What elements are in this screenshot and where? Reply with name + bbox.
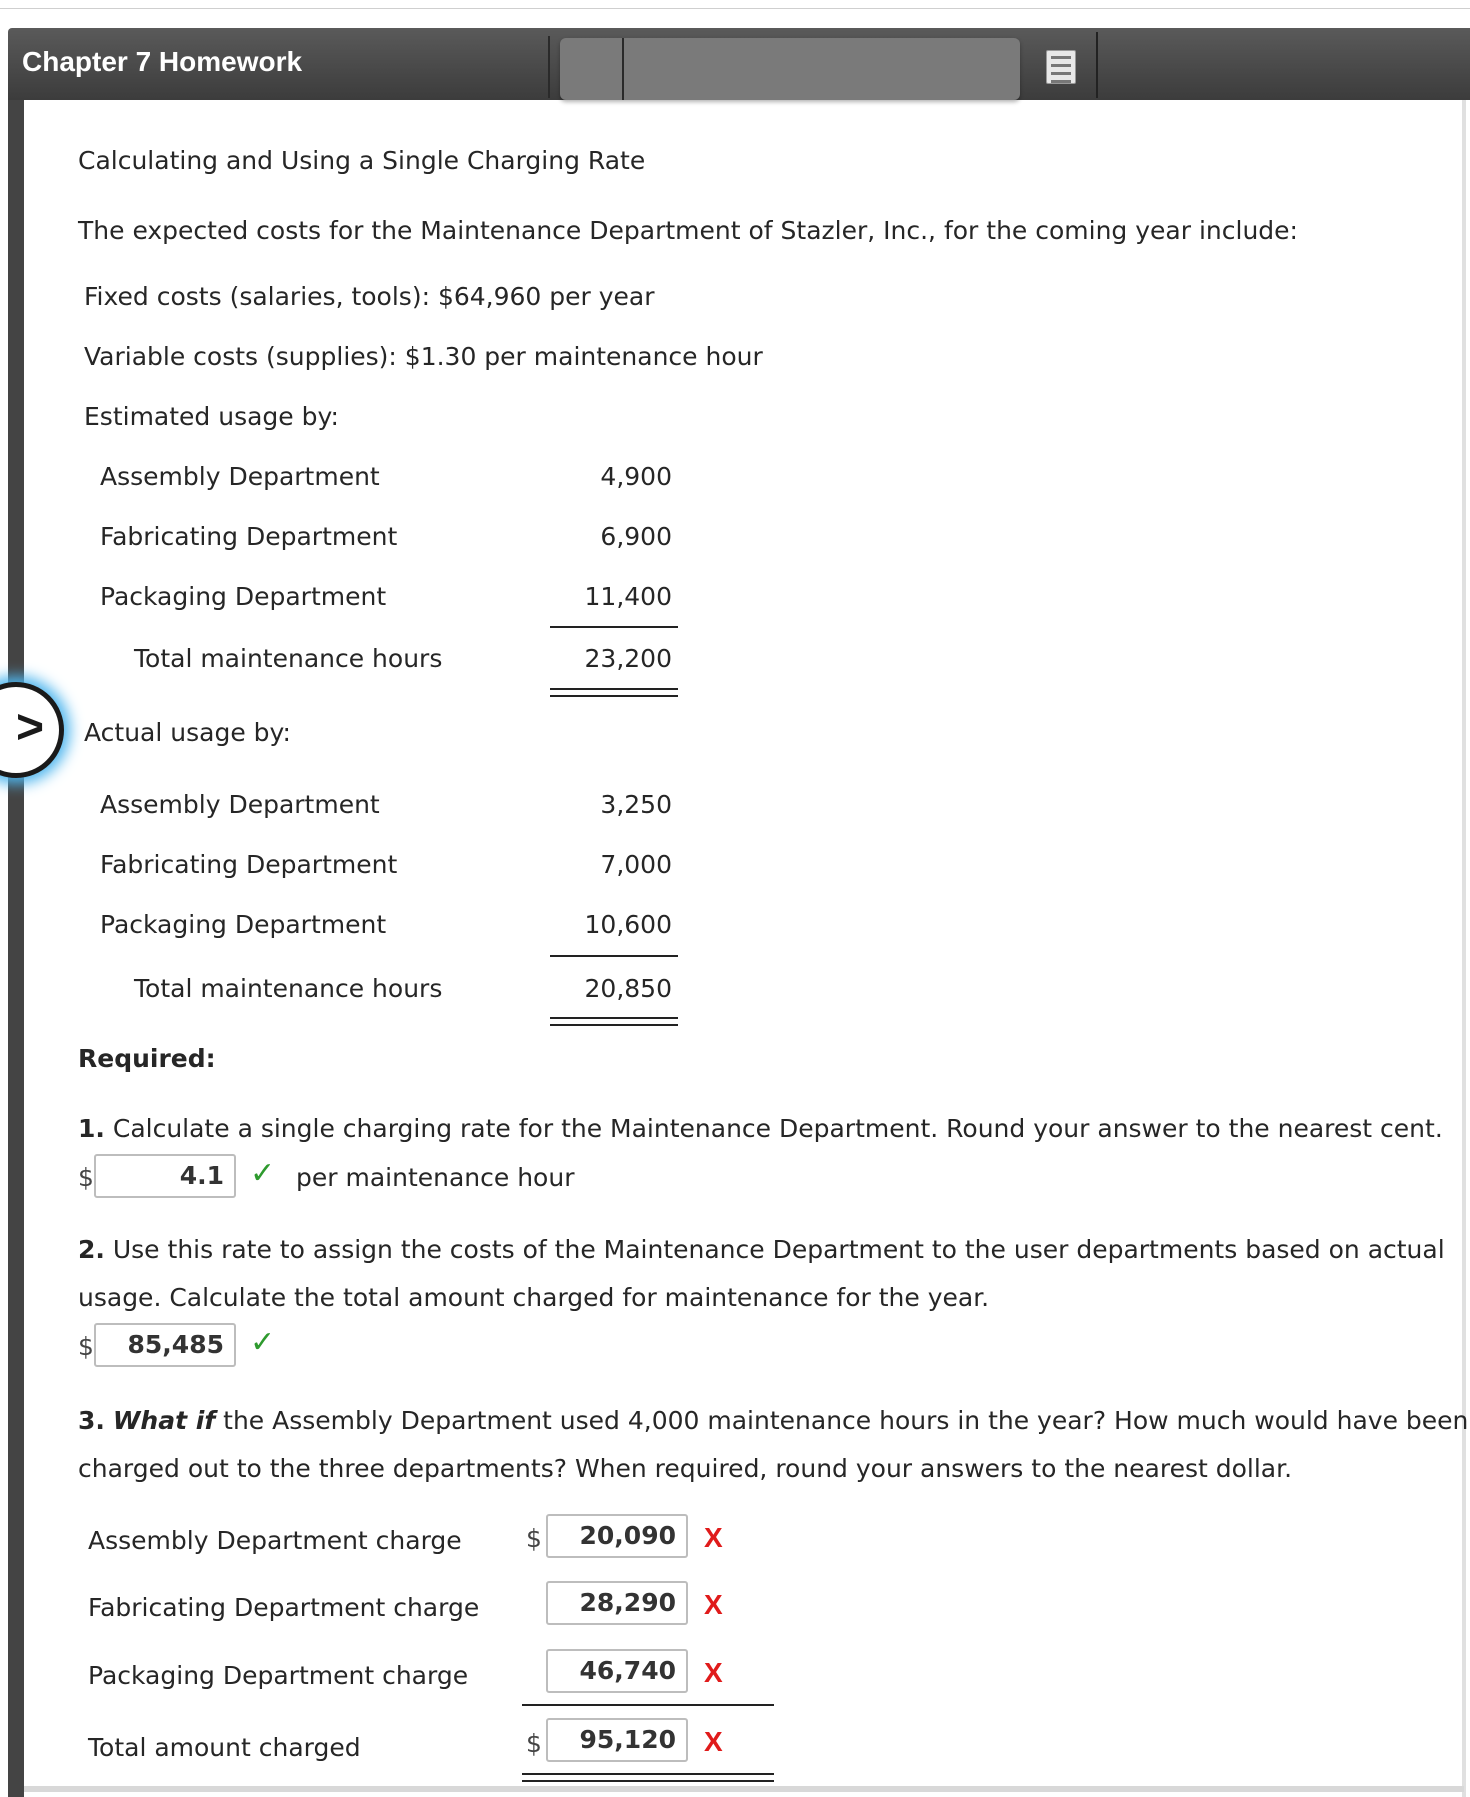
question-3-prompt-line1: the Assembly Department used 4,000 maintenance hours in the year? How much would have been [223,1406,1469,1435]
what-if-label: What if [112,1406,216,1435]
incorrect-x-icon: X [704,1589,723,1620]
chevron-right-icon: > [15,700,45,754]
estimated-usage-label: Estimated usage by: [84,402,339,431]
estimated-dept-label: Assembly Department [100,462,380,491]
assignment-title: Chapter 7 Homework [22,46,303,77]
actual-dept-hours: 10,600 [584,910,672,939]
packaging-charge-input[interactable]: 46,740 [546,1649,688,1693]
question-1-text [78,1114,1443,1143]
estimated-total-hours: 23,200 [584,644,672,673]
question-2-prompt-line1: Use this rate to assign the costs of the Maintenance Department to the user departments based on actual [112,1235,1445,1264]
fabricating-charge-label: Fabricating Department charge [88,1593,480,1622]
currency-symbol: $ [78,1332,94,1361]
total-double-rule [522,1773,774,1782]
header-separator [1096,32,1098,98]
question-number: 3. [78,1406,105,1435]
fixed-costs: Fixed costs (salaries, tools): $64,960 per year [84,282,655,311]
question-2-prompt-line2: usage. Calculate the total amount charged for maintenance for the year. [78,1283,990,1312]
actual-usage-label: Actual usage by: [84,718,291,747]
question-2-text [78,1235,1445,1264]
actual-dept-hours: 3,250 [600,790,672,819]
estimated-dept-hours: 11,400 [584,582,672,611]
estimated-dept-label: Packaging Department [100,582,387,611]
question-3-prompt-line2: charged out to the three departments? When required, round your answers to the nearest dollar. [78,1454,1293,1483]
correct-check-icon: ✓ [250,1156,276,1191]
incorrect-x-icon: X [704,1657,723,1688]
header-separator [548,36,550,98]
currency-symbol: $ [526,1524,542,1553]
subtotal-rule [550,955,678,957]
actual-total-hours: 20,850 [584,974,672,1003]
actual-total-label: Total maintenance hours [134,974,443,1003]
subtotal-rule [550,626,678,628]
packaging-charge-label: Packaging Department charge [88,1661,469,1690]
question-3-text [78,1406,1468,1435]
right-frame [1462,100,1466,1797]
currency-symbol: $ [526,1729,542,1758]
next-arrow-button[interactable] [0,682,64,778]
calculator-icon[interactable] [1046,50,1076,84]
header-question-selector[interactable] [560,38,1020,100]
bottom-frame [24,1786,1464,1792]
variable-costs: Variable costs (supplies): $1.30 per maintenance hour [84,342,763,371]
total-double-rule [550,688,678,697]
actual-dept-label: Packaging Department [100,910,387,939]
estimated-total-label: Total maintenance hours [134,644,443,673]
assembly-charge-label: Assembly Department charge [88,1526,462,1555]
actual-dept-label: Assembly Department [100,790,380,819]
header-separator [622,38,624,100]
subtotal-rule [522,1704,774,1706]
incorrect-x-icon: X [704,1522,723,1553]
total-double-rule [550,1017,678,1026]
problem-intro: The expected costs for the Maintenance Department of Stazler, Inc., for the coming year include: [78,216,1298,245]
header-bar [8,28,1470,100]
actual-dept-label: Fabricating Department [100,850,398,879]
fabricating-charge-input[interactable]: 28,290 [546,1581,688,1625]
top-divider [0,8,1470,9]
required-heading: Required: [78,1044,216,1073]
total-amount-input[interactable]: 95,120 [546,1718,688,1762]
estimated-dept-hours: 4,900 [600,462,672,491]
question-number: 2. [78,1235,105,1264]
total-amount-label: Total amount charged [88,1733,361,1762]
rate-unit-label: per maintenance hour [296,1163,575,1192]
question-1-prompt: Calculate a single charging rate for the Maintenance Department. Round your answer to the nearest cent. [112,1114,1443,1143]
assembly-charge-input[interactable]: 20,090 [546,1514,688,1558]
question-number: 1. [78,1114,105,1143]
correct-check-icon: ✓ [250,1325,276,1360]
currency-symbol: $ [78,1163,94,1192]
left-frame [8,100,24,1797]
actual-dept-hours: 7,000 [600,850,672,879]
estimated-dept-label: Fabricating Department [100,522,398,551]
estimated-dept-hours: 6,900 [600,522,672,551]
problem-title: Calculating and Using a Single Charging Rate [78,146,646,175]
charging-rate-input[interactable]: 4.1 [94,1154,236,1198]
total-charged-input[interactable]: 85,485 [94,1323,236,1367]
incorrect-x-icon: X [704,1726,723,1757]
